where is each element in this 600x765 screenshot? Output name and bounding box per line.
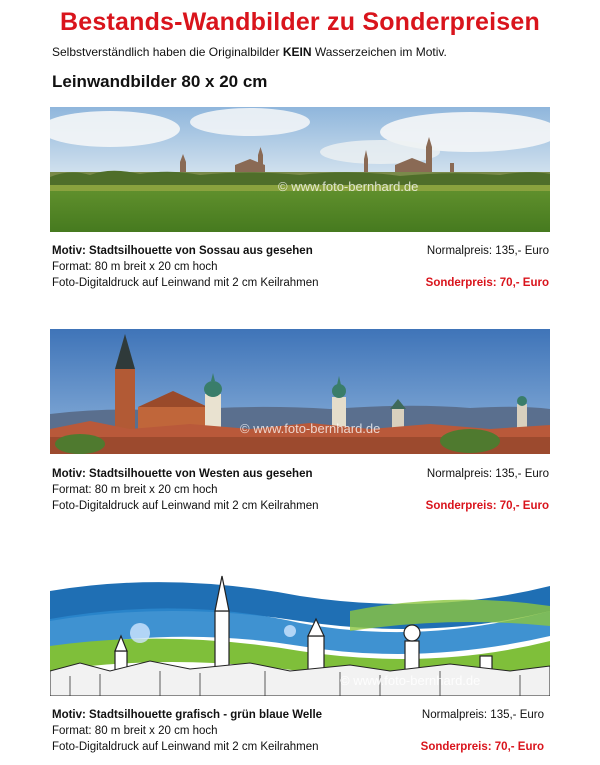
product-format: Format: 80 m breit x 20 cm hoch [52, 261, 218, 273]
watermark-text: © www.foto-bernhard.de [240, 421, 381, 436]
page-title: Bestands-Wandbilder zu Sonderpreisen [60, 8, 540, 36]
watermark-text: © www.foto-bernhard.de [278, 179, 419, 194]
normal-price: Normalpreis: 135,- Euro [421, 709, 544, 721]
watermark-text: © www.foto-bernhard.de [340, 673, 481, 688]
special-price: Sonderpreis: 70,- Euro [425, 277, 549, 289]
product-info-2 [52, 466, 552, 514]
normal-price: Normalpreis: 135,- Euro [426, 245, 549, 257]
product-motiv: Motiv: Stadtsilhouette grafisch - grün blaue Welle [52, 709, 323, 721]
special-price: Sonderpreis: 70,- Euro [420, 741, 544, 753]
special-price: Sonderpreis: 70,- Euro [425, 500, 549, 512]
panorama-image-sossau [50, 107, 550, 232]
product-format: Format: 80 m breit x 20 cm hoch [52, 725, 218, 737]
product-info-1 [52, 243, 552, 291]
normal-price: Normalpreis: 135,- Euro [426, 468, 549, 480]
product-format: Format: 80 m breit x 20 cm hoch [52, 484, 218, 496]
product-info-3 [52, 707, 547, 755]
panorama-image-graphic-wave [50, 571, 550, 696]
watermark-note: Selbstverständlich haben die Originalbilder KEIN Wasserzeichen im Motiv. [52, 45, 447, 59]
product-print-details: Foto-Digitaldruck auf Leinwand mit 2 cm Keilrahmen [52, 277, 319, 289]
product-print-details: Foto-Digitaldruck auf Leinwand mit 2 cm Keilrahmen [52, 500, 319, 512]
product-print-details: Foto-Digitaldruck auf Leinwand mit 2 cm Keilrahmen [52, 741, 319, 753]
panorama-image-west [50, 329, 550, 454]
product-motiv: Motiv: Stadtsilhouette von Sossau aus gesehen [52, 245, 313, 257]
product-motiv: Motiv: Stadtsilhouette von Westen aus gesehen [52, 468, 313, 480]
section-heading: Leinwandbilder 80 x 20 cm [52, 72, 268, 91]
